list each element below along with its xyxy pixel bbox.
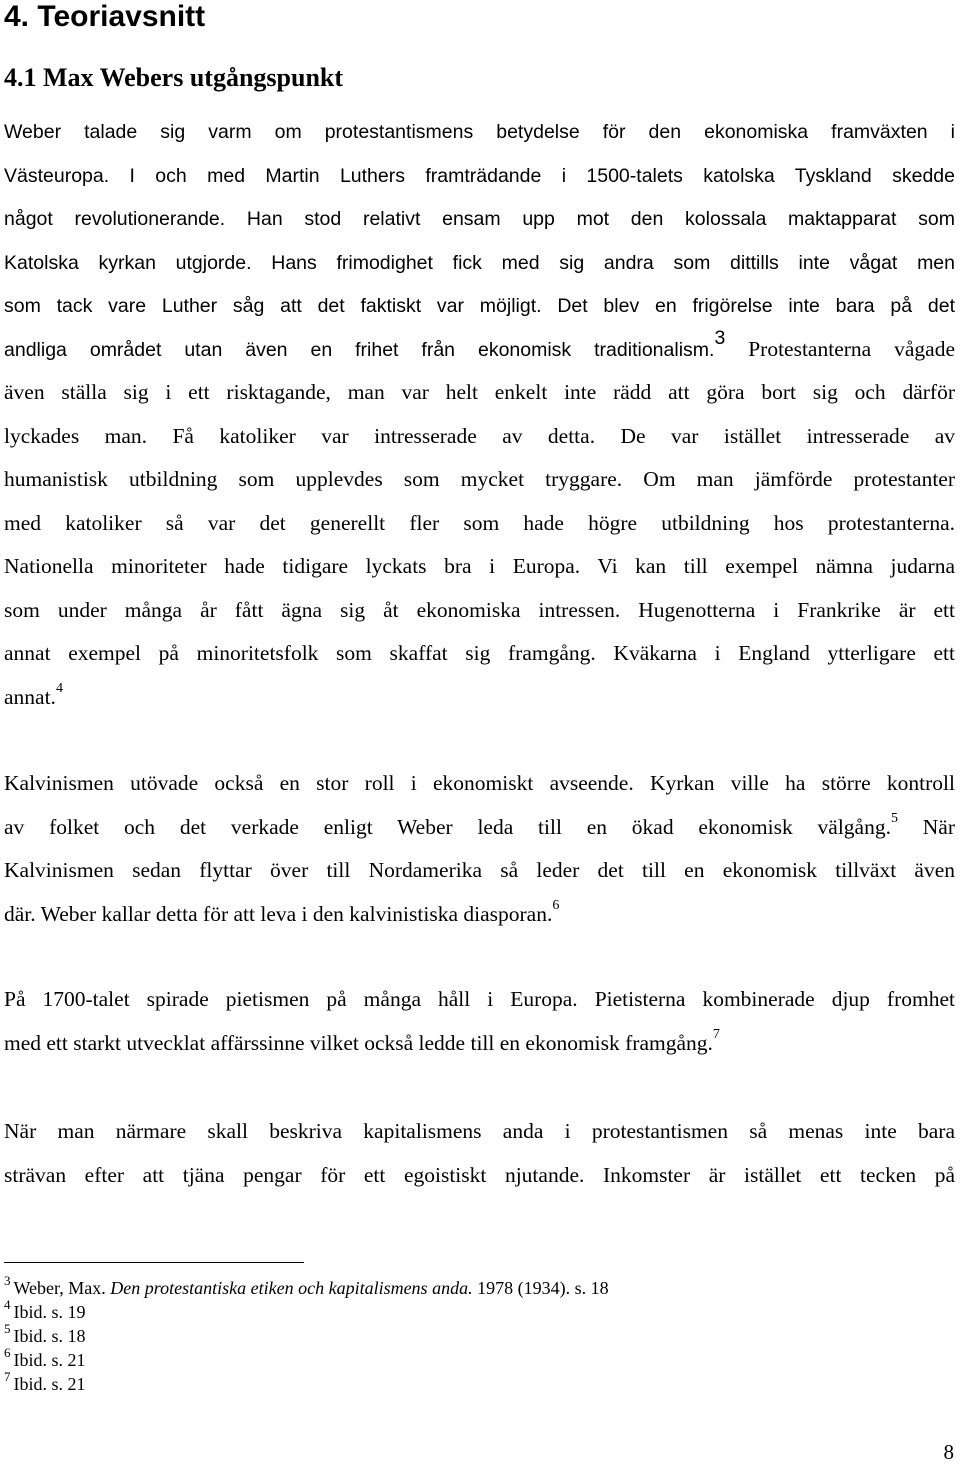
footnote-divider xyxy=(4,1262,304,1263)
paragraph-line: Weber talade sig varm om protestantismens betydelse för den ekonomiska framväxten i xyxy=(4,121,955,143)
paragraph-line: När man närmare skall beskriva kapitalismens anda i protestantismen så menas inte bara xyxy=(4,1119,955,1143)
paragraph-line: Nationella minoriteter hade tidigare lyckats bra i Europa. Vi kan till exempel nämna judarna xyxy=(4,554,955,578)
footnote-book-title: Den protestantiska etiken och kapitalismens anda. xyxy=(110,1278,473,1298)
footnote-number: 3 xyxy=(4,1273,11,1288)
paragraph-line-tail: När xyxy=(897,814,955,839)
section-heading: 4.1 Max Webers utgångspunkt xyxy=(4,63,344,92)
footnote xyxy=(4,1297,609,1324)
footnote-text: Ibid. s. 21 xyxy=(13,1350,86,1370)
paragraph-line: som tack vare Luther såg att det faktiskt var möjligt. Det blev en frigörelse inte bara på det xyxy=(4,295,955,317)
paragraph-line: andliga området utan även en frihet från ekonomisk traditionalism. xyxy=(4,338,715,361)
footnote-text: Ibid. s. 19 xyxy=(13,1302,86,1322)
footnote-text: Weber, Max. xyxy=(13,1278,111,1298)
footnote xyxy=(4,1273,609,1300)
paragraph-line: strävan efter att tjäna pengar för ett egoistiskt njutande. Inkomster är istället ett tecken på xyxy=(4,1162,955,1187)
footnote-number: 7 xyxy=(4,1369,11,1384)
paragraph-line: även ställa sig i ett risktagande, man var helt enkelt inte rädd att göra bort sig och därför xyxy=(4,380,955,404)
paragraph-line: med ett starkt utvecklat affärssinne vilket också ledde till en ekonomisk framgång. xyxy=(4,1030,713,1055)
paragraph-line: annat exempel på minoritetsfolk som skaffat sig framgång. Kväkarna i England ytterligare ett xyxy=(4,641,955,665)
paragraph-line: av folket och det verkade enligt Weber leda till en ökad ekonomisk välgång. xyxy=(4,814,891,839)
page-number: 8 xyxy=(943,1440,954,1464)
footnote-number: 6 xyxy=(4,1345,11,1360)
paragraph-line: Katolska kyrkan utgjorde. Hans frimodighet fick med sig andra som dittills inte vågat men xyxy=(4,251,955,274)
footnote-ref[interactable]: 5 xyxy=(890,811,898,827)
paragraph-line: med katoliker så var det generellt fler som hade högre utbildning hos protestanterna. xyxy=(4,510,955,535)
paragraph-line: annat. xyxy=(4,684,56,709)
paragraph-line: Kalvinismen utövade också en stor roll i ekonomiskt avseende. Kyrkan ville ha större kontroll xyxy=(4,771,955,795)
footnote-text: 1978 (1934). s. 18 xyxy=(472,1278,609,1298)
paragraph-4 xyxy=(4,1110,955,1197)
paragraph-line: något revolutionerande. Han stod relativt ensam upp mot den kolossala maktapparat som xyxy=(4,208,955,230)
paragraph-2 xyxy=(4,762,955,936)
paragraph-3 xyxy=(4,978,955,1065)
paragraph-line: lyckades man. Få katoliker var intresserade av detta. De var istället intresserade av xyxy=(4,423,955,448)
paragraph-line: På 1700-talet spirade pietismen på många håll i Europa. Pietisterna kombinerade djup fromhet xyxy=(4,987,955,1011)
footnote-number: 5 xyxy=(4,1321,11,1336)
paragraph-line: Västeuropa. I och med Martin Luthers framträdande i 1500-talets katolska Tyskland skedde xyxy=(4,164,955,187)
footnote xyxy=(4,1345,609,1372)
paragraph-line-tail: Protestanterna vågade xyxy=(725,336,955,361)
footnote-number: 4 xyxy=(4,1297,11,1312)
paragraph-line: Kalvinismen sedan flyttar över till Nordamerika så leder det till en ekonomisk tillväxt även xyxy=(4,858,955,882)
paragraph-1 xyxy=(4,110,955,719)
footnote-text: Ibid. s. 21 xyxy=(13,1374,86,1394)
paragraph-line: där. Weber kallar detta för att leva i den kalvinistiska diasporan. xyxy=(4,901,553,926)
footnote xyxy=(4,1369,609,1396)
footnote-text: Ibid. s. 18 xyxy=(13,1326,86,1346)
footnotes xyxy=(4,1273,609,1396)
footnote-ref[interactable]: 7 xyxy=(712,1027,720,1043)
chapter-heading: 4. Teoriavsnitt xyxy=(4,0,206,33)
footnote-ref[interactable]: 3 xyxy=(714,327,726,350)
footnote-ref[interactable]: 4 xyxy=(55,681,63,697)
paragraph-line: humanistisk utbildning som upplevdes som mycket tryggare. Om man jämförde protestanter xyxy=(4,467,955,491)
footnote-ref[interactable]: 6 xyxy=(552,898,560,914)
footnote xyxy=(4,1321,609,1348)
paragraph-line: som under många år fått ägna sig åt ekonomiska intressen. Hugenotterna i Frankrike är ett xyxy=(4,597,955,622)
